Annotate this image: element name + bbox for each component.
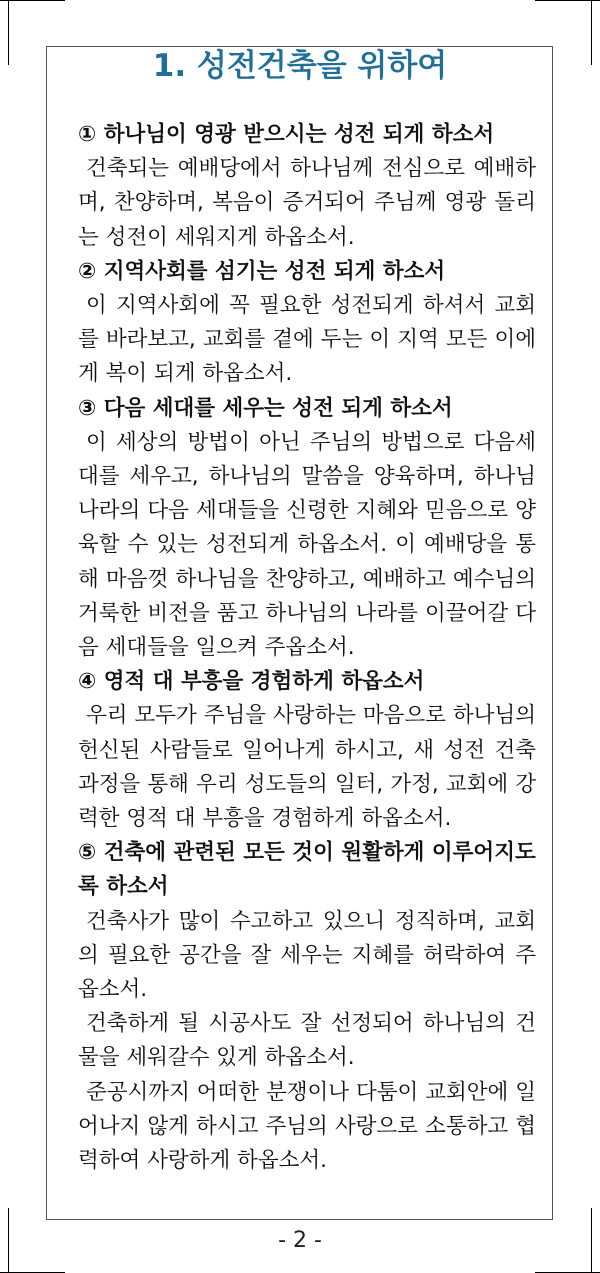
section-heading: ⑤ 건축에 관련된 모든 것이 원활하게 이루어지도록 하소서 (78, 840, 536, 900)
section-paragraph: 준공시까지 어떠한 분쟁이나 다툼이 교회안에 일어나지 않게 하시고 주님의 사랑으로 소통하고 협력하여 사랑하게 하옵소서. (78, 1079, 536, 1174)
section-heading: ② 지역사회를 섬기는 성전 되게 하소서 (78, 258, 446, 284)
section-1 (78, 118, 536, 255)
section-paragraph: 이 지역사회에 꼭 필요한 성전되게 하셔서 교회를 바라보고, 교회를 곁에 두는 이 지역 모든 이에게 복이 되게 하옵소서. (78, 293, 536, 387)
section-paragraph: 이 세상의 방법이 아닌 주님의 방법으로 다음세대를 세우고, 하나님의 말씀을 양육하며, 하나님 나라의 다음 세대들을 신령한 지혜와 믿음으로 양육할 수 있는 성전되게 하옵소서. 이 예배당을 통해 마음껏 하나님을 찬양하고, 예배하고 예수님의 거룩한 비전을 품고 하나님의 나라를 이끌어갈 다음 세대들을 일으켜 주옵소서. (78, 429, 536, 661)
section-3 (78, 392, 536, 666)
section-heading: ④ 영적 대 부흥을 경험하게 하옵소서 (78, 669, 425, 695)
section-paragraph: 건축하게 될 시공사도 잘 선정되어 하나님의 건물을 세워갈수 있게 하옵소서. (78, 1011, 536, 1071)
section-paragraph: 건축되는 예배당에서 하나님께 전심으로 예배하며, 찬양하며, 복음이 증거되어 주님께 영광 돌리는 성전이 세워지게 하옵소서. (78, 156, 536, 250)
section-2 (78, 255, 536, 392)
section-4 (78, 665, 536, 836)
section-paragraph: 우리 모두가 주님을 사랑하는 마음으로 하나님의 헌신된 사람들로 일어나게 하시고, 새 성전 건축 과정을 통해 우리 성도들의 일터, 가정, 교회에 강력한 영적 대 부흥을 경험하게 하옵소서. (78, 703, 536, 832)
crop-mark-top-left (0, 0, 65, 1)
section-5 (78, 836, 536, 1178)
prayer-content (78, 118, 536, 1178)
page-title: 1. 성전건축을 위하여 (152, 48, 448, 84)
section-heading: ① 하나님이 영광 받으시는 성전 되게 하소서 (78, 122, 495, 147)
section-heading: ③ 다음 세대를 세우는 성전 되게 하소서 (78, 395, 453, 421)
page-number: - 2 - (278, 1228, 322, 1253)
section-paragraph: 건축사가 많이 수고하고 있으니 정직하며, 교회의 필요한 공간을 잘 세우는 지혜를 허락하여 주옵소서. (78, 908, 536, 1003)
